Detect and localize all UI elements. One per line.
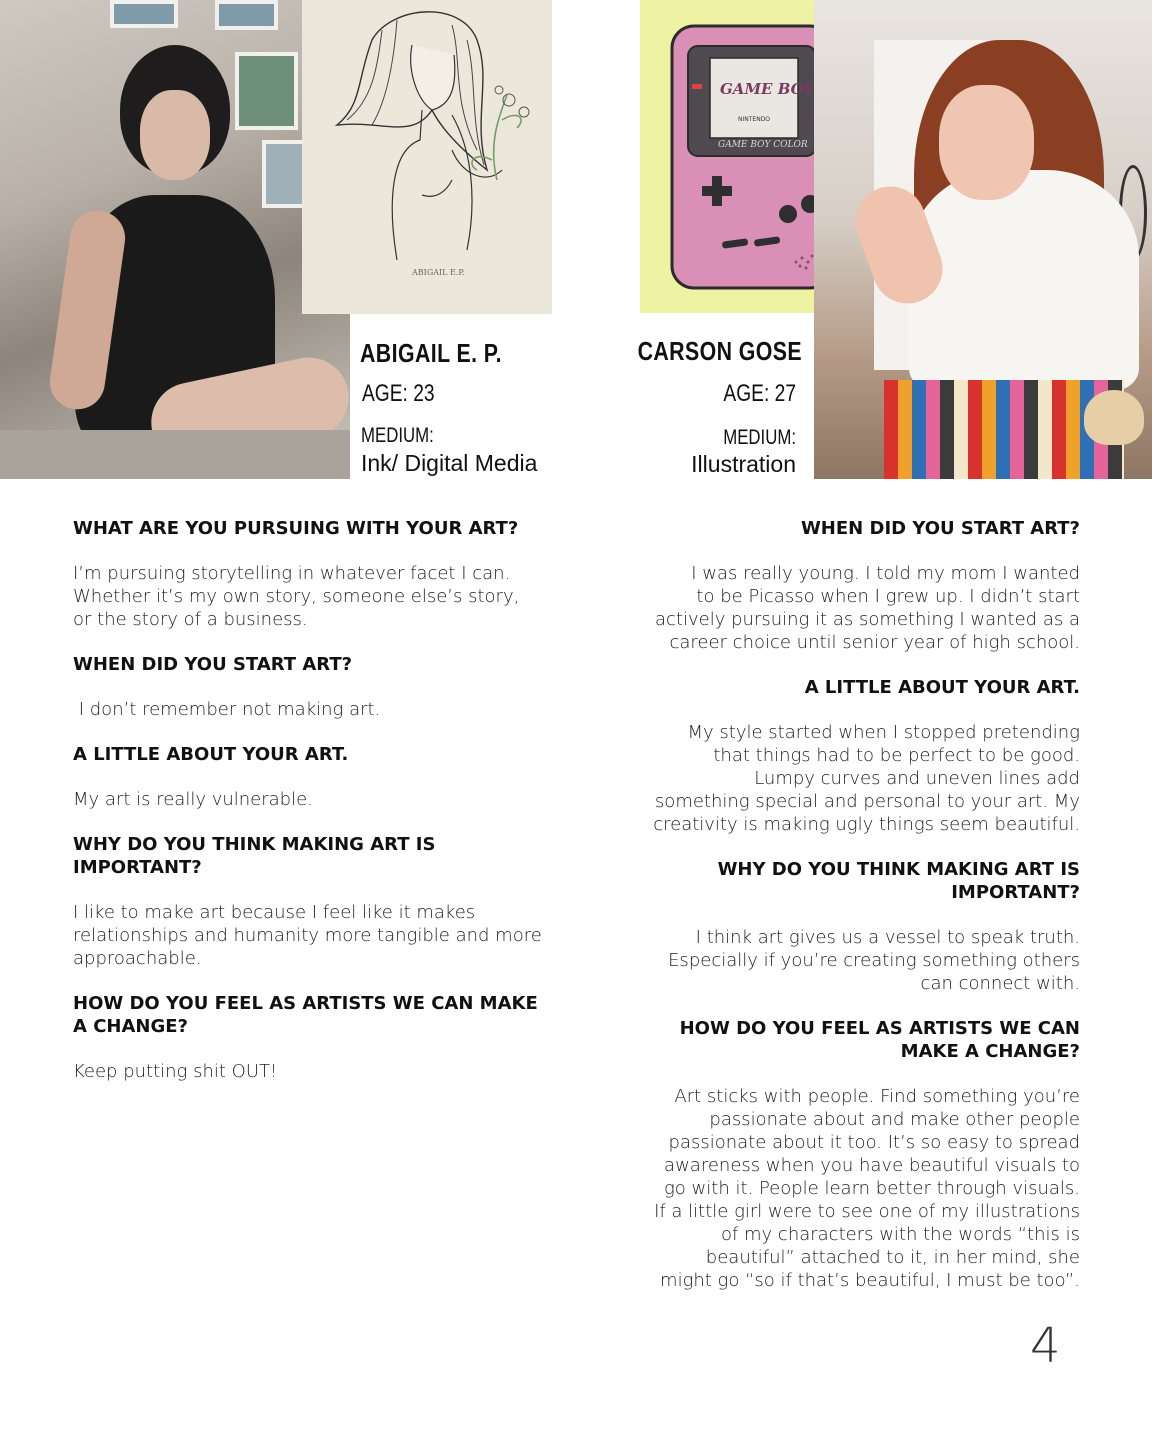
answer: I was really young. I told my mom I wanted to be Picasso when I grew up. I didn’t start actively pursuing it as something I wanted as a career choice until senior year of high school. [655, 563, 1080, 653]
answer: Art sticks with people. Find something you’re passionate about and make other people passionate about it too. It’s so easy to spread awareness when you have beautiful visuals to go with it. People learn better through visuals. If a little girl were to see one of my illustrations of my characters with the words “this is beautiful” attached to it, in her mind, she might go “so if that’s beautiful, I must be too”. [654, 1086, 1080, 1291]
carson-medium-label: MEDIUM: [723, 426, 796, 449]
answer: My style started when I stopped pretending that things had to be perfect to be good. Lumpy curves and uneven lines add something special and personal to your art. My creativity is making ugly things seem beautiful. [653, 722, 1080, 835]
question: WHEN DID YOU START ART? [73, 654, 353, 675]
question: HOW DO YOU FEEL AS ARTISTS WE CAN MAKE A CHANGE? [679, 1018, 1080, 1062]
question: WHY DO YOU THINK MAKING ART IS IMPORTANT? [73, 834, 436, 878]
question: WHEN DID YOU START ART? [800, 518, 1080, 539]
gameboy-model-text: GAME BOY COLOR [718, 140, 808, 150]
question: HOW DO YOU FEEL AS ARTISTS WE CAN MAKE A CHANGE? [73, 993, 538, 1037]
carson-portrait-photo [814, 0, 1152, 479]
abigail-portrait-photo [0, 0, 350, 479]
answer: I like to make art because I feel like it makes relationships and humanity more tangible and more approachable. [73, 902, 542, 969]
question: A LITTLE ABOUT YOUR ART. [804, 677, 1080, 698]
abigail-name: ABIGAIL E. P. [360, 338, 502, 368]
abigail-medium-label: MEDIUM: [361, 424, 434, 447]
abigail-interview [73, 517, 543, 1105]
answer: I don’t remember not making art. [73, 699, 381, 720]
answer: Keep putting shit OUT! [73, 1061, 278, 1082]
answer: My art is really vulnerable. [73, 789, 313, 810]
page-number: 4 [1030, 1318, 1061, 1374]
carson-name: CARSON GOSE [637, 336, 802, 366]
question: A LITTLE ABOUT YOUR ART. [73, 744, 349, 765]
question: WHY DO YOU THINK MAKING ART IS IMPORTANT? [717, 859, 1080, 903]
carson-age: AGE: 27 [723, 380, 796, 407]
carson-interview [620, 517, 1080, 1314]
answer: I think art gives us a vessel to speak truth. Especially if you’re creating something others can connect with. [668, 927, 1080, 994]
abigail-age: AGE: 23 [362, 380, 435, 407]
gameboy-brand-text: NINTENDO [738, 116, 771, 123]
abigail-artwork-ink-drawing [302, 0, 552, 314]
ink-figure-illustration [302, 0, 552, 314]
gameboy-screen-text: GAME BOY [720, 80, 815, 98]
answer: I’m pursuing storytelling in whatever facet I can. Whether it’s my own story, someone else’s story, or the story of a business. [73, 563, 520, 630]
artwork-signature: ABIGAIL E.P. [412, 268, 465, 277]
abigail-medium-value: Ink/ Digital Media [361, 450, 538, 476]
carson-medium-value: Illustration [691, 451, 796, 477]
question: WHAT ARE YOU PURSUING WITH YOUR ART? [73, 518, 519, 539]
